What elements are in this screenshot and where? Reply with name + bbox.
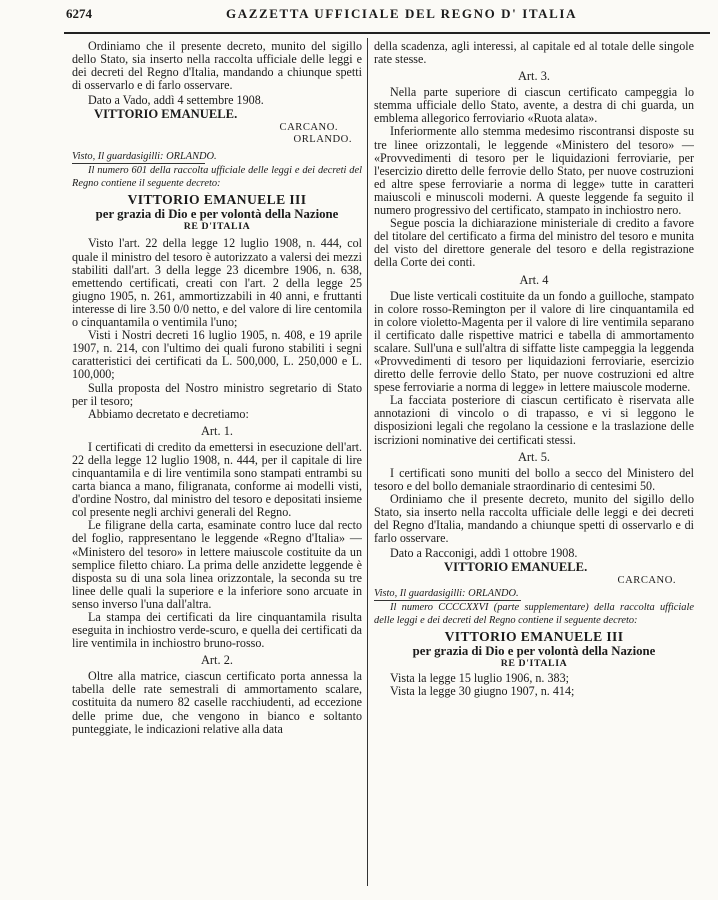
minister-signature: ORLANDO. — [293, 134, 352, 146]
left-column — [72, 40, 362, 736]
right-column — [374, 40, 694, 698]
re-d-italia: RE D'ITALIA — [183, 221, 251, 233]
column-divider — [367, 38, 368, 886]
article-heading: Art. 1. — [200, 423, 233, 438]
visto-line: Visto, Il guardasigilli: ORLANDO. — [72, 151, 217, 163]
article-paragraph: Oltre alla matrice, ciascun certificato porta annessa la tabella delle rate semestrali di ammortamento scalare, costituita da numero 82 caselle racchiudenti, ad eccezione delle prime due, che vengono in bianco e soltanto punteggiate, le indicazioni relative alla data — [72, 669, 362, 736]
page-header — [66, 4, 704, 28]
recital-paragraph: Visto l'art. 22 della legge 12 luglio 1908, n. 444, col quale il ministro del tesoro è autorizzato a valersi dei mezzi stabiliti dall'art. 3 della legge 23 dicembre 1906, n. 638, emettendo certificati, creati con l'art. 2 della legge 25 giugno 1905, n. 261, ammortizzabili in 40 anni, e fruttanti interesse di lire 3.50 0/0 netto, e del valore di lire centomila o cinquantamila o ventimila l'uno; — [72, 236, 362, 330]
visto-line: Visto, Il guardasigilli: ORLANDO. — [374, 588, 519, 600]
king-signature: VITTORIO EMANUELE. — [94, 107, 238, 122]
minister-signature: CARCANO. — [617, 575, 676, 587]
recital-line: Vista la legge 15 luglio 1906, n. 383; — [390, 671, 569, 686]
article-paragraph: della scadenza, agli interessi, al capitale ed al totale delle singole rate stesse. — [374, 40, 694, 67]
king-title: VITTORIO EMANUELE III — [444, 629, 624, 645]
decree-closing-paragraph: Ordiniamo che il presente decreto, munito del sigillo dello Stato, sia inserto nella raccolta ufficiale delle leggi e dei decreti del Regno d'Italia, mandando a chiunque spetti di osservarlo e di farlo osservare. — [374, 491, 694, 546]
article-heading: Art. 5. — [517, 449, 550, 464]
recital-paragraph: Sulla proposta del Nostro ministro segretario di Stato per il tesoro; — [72, 380, 362, 408]
royal-formula: per grazia di Dio e per volontà della Nazione — [412, 644, 656, 659]
article-heading: Art. 3. — [517, 69, 550, 84]
article-heading: Art. 2. — [200, 653, 233, 668]
article-paragraph: Due liste verticali costituite da un fondo a guilloche, stampato in colore rosso-Remington per il valore di lire cinquantamila ed in colore violetto-Magenta per il valore di lire ventimila separano il certificato dalle rispettive matrici e tabella di ammortamento scalare. Sull'una e sull'altra di siffatte liste campeggia la leggenda «Provvedimenti di tesoro per liquidazioni ferroviarie, esercizio diretto delle ferrovie dello Stato, per nuove costruzioni ed altre spese ferroviarie a norma di legge» in lettere maiuscole moderne. — [374, 288, 694, 395]
king-signature: VITTORIO EMANUELE. — [444, 560, 588, 575]
article-paragraph: I certificati sono muniti del bollo a secco del Ministero del tesoro e del bollo demaniale straordinario di centesimi 50. — [374, 465, 694, 493]
enacting-formula: Abbiamo decretato e decretiamo: — [88, 406, 249, 421]
article-paragraph: Nella parte superiore di ciascun certificato campeggia lo stemma ufficiale dello Stato, avente, a destra di chi guarda, un emblema allegorico ferroviario «Ruota alata». — [374, 85, 694, 126]
minister-signature: CARCANO. — [279, 122, 338, 134]
article-paragraph: Segue poscia la dichiarazione ministeriale di credito a favore del titolare del certificato a firma del ministro del tesoro e munita del visto del direttore generale del tesoro e della registrazione della Corte dei conti. — [374, 216, 694, 270]
recital-line: Vista la legge 30 giugno 1907, n. 414; — [390, 684, 575, 699]
header-rule — [64, 32, 710, 34]
gazette-title: GAZZETTA UFFICIALE DEL REGNO D' ITALIA — [226, 6, 578, 21]
decree-intro: Il numero CCCCXXVI (parte supplementare) della raccolta ufficiale delle leggi e dei decreti del Regno contiene il seguente decreto: — [374, 602, 694, 627]
re-d-italia: RE D'ITALIA — [500, 658, 568, 670]
king-title: VITTORIO EMANUELE III — [127, 192, 307, 208]
decree-date: Dato a Racconigi, addì 1 ottobre 1908. — [390, 546, 578, 561]
page-number: 6274 — [66, 6, 92, 21]
article-paragraph: I certificati di credito da emettersi in esecuzione dell'art. 22 della legge 12 luglio 1908, n. 444, per il capitale di lire cinquantamila e di lire ventimila sono stampati entrambi su carta bianca a mano, filigranata, conforme ai modelli visti, d'ordine Nostro, dal ministro del tesoro e depositati insieme col presente negli archivi generali del Regno. — [72, 439, 362, 520]
royal-formula: per grazia di Dio e per volontà della Nazione — [95, 207, 339, 222]
decree-closing-paragraph: Ordiniamo che il presente decreto, munito del sigillo dello Stato, sia inserto nella raccolta ufficiale delle leggi e dei decreti del Regno d'Italia, mandando a chiunque spetti di osservarlo e di farlo osservare. — [72, 40, 362, 93]
article-heading: Art. 4 — [519, 272, 549, 287]
article-paragraph: La facciata posteriore di ciascun certificato è riservata alle annotazioni di vincolo o di trapasso, e vi si leggono le disposizioni legali che regolano la cessione e la traslazione delle iscrizioni nominative dei certificati stessi. — [374, 393, 694, 447]
article-paragraph: Inferiormente allo stemma medesimo riscontransi disposte su tre linee orizzontali, le leggende «Ministero del tesoro» — «Provvedimenti di tesoro per le liquidazioni ferroviarie, per l'esercizio diretto delle ferrovie dello Stato, per nuove costruzioni ed altre spese ferroviarie a norma di legge» tutte in caratteri maiuscoli e minuscoli moderni. A queste leggende fa seguito il numero progressivo del certificato, stampato in inchiostro nero. — [374, 124, 694, 218]
decree-date: Dato a Vado, addì 4 settembre 1908. — [88, 93, 264, 108]
article-paragraph: Le filigrane della carta, esaminate contro luce dal recto del foglio, rappresentano le leggende «Regno d'Italia» — «Ministero del tesoro» in lettere maiuscole costituite da un semplice filetto chiaro. La prima delle anzidette leggende è disposta su di una sola linea orizzontale, la seconda su tre linee delle quali la superiore e la inferiore sono arcuate in senso inverso l'una dall'altra. — [72, 518, 362, 611]
decree-intro: Il numero 601 della raccolta ufficiale delle leggi e dei decreti del Regno contiene il seguente decreto: — [72, 165, 362, 190]
recital-paragraph: Visti i Nostri decreti 16 luglio 1905, n. 408, e 19 aprile 1907, n. 214, con l'ultimo dei quali furono stabiliti i segni caratteristici dei certificati da L. 500,000, L. 250,000 e L. 100,000; — [72, 328, 362, 382]
article-paragraph: La stampa dei certificati da lire cinquantamila risulta eseguita in inchiostro verde-scuro, e quella dei certificati da lire ventimila in inchiostro bruno-rosso. — [72, 610, 362, 651]
